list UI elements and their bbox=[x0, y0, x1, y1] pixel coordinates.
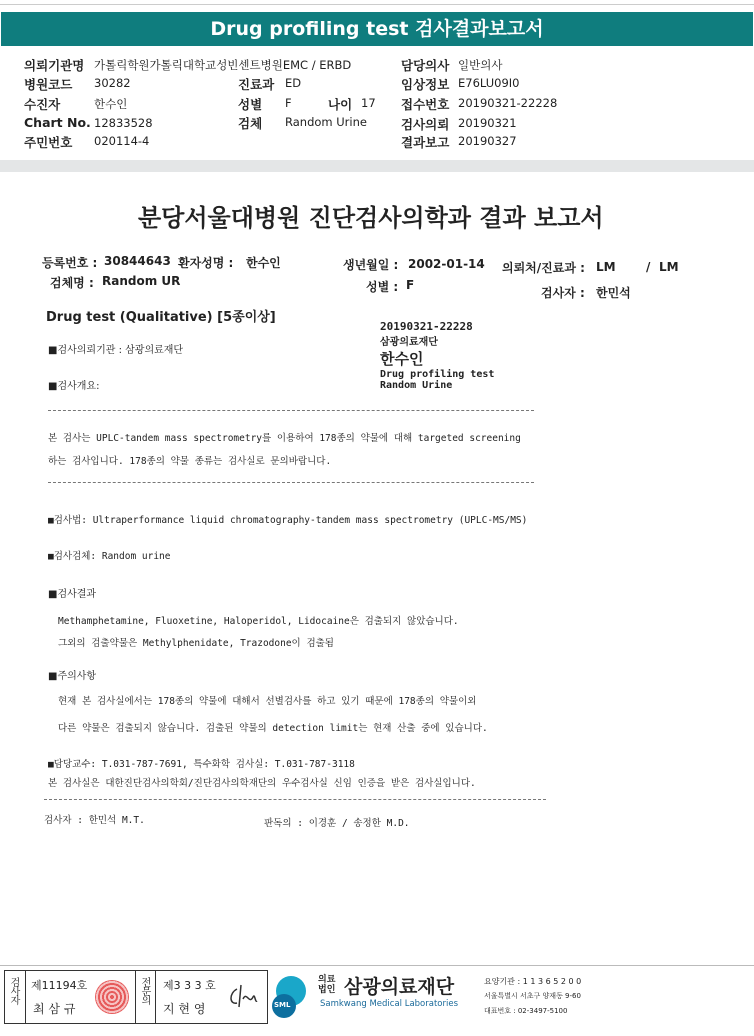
dashed-rule bbox=[48, 410, 534, 411]
doctor-signature-icon bbox=[225, 983, 259, 1011]
sec-specimen: ■검사검체: Random urine bbox=[48, 551, 171, 562]
sex-label: 성별 bbox=[238, 97, 263, 112]
ref-value-2: LM bbox=[659, 260, 679, 274]
department-label: 진료과 bbox=[238, 77, 275, 92]
scan-sex-label: 성별 : bbox=[366, 280, 399, 294]
sign-reader: 판독의 : 이경훈 / 송정한 M.D. bbox=[264, 818, 410, 829]
test-name: Drug test (Qualitative) [5종이상] bbox=[46, 310, 276, 325]
ref-separator: / bbox=[646, 260, 651, 274]
sec-overview: ■검사개요: bbox=[48, 381, 100, 392]
doctor-value: 일반의사 bbox=[458, 58, 503, 72]
tester-name: 최 삼 규 bbox=[33, 1002, 76, 1016]
institution-value: 가톨릭학원가톨릭대학교성빈센트병원EMC / ERBD bbox=[94, 58, 352, 72]
org-kind: 의료법인 bbox=[318, 975, 336, 995]
sticker-receipt: 20190321-22228 bbox=[380, 320, 473, 333]
phone: 대표번호 : 02-3497-5100 bbox=[484, 1007, 568, 1015]
sticker-specimen: Random Urine bbox=[380, 380, 453, 391]
sex-value: F bbox=[285, 96, 292, 110]
contact-line-2: 본 검사실은 대한진단검사의학회/진단검사의학재단의 우수검사실 신임 인증을 받은 검사실입니다. bbox=[48, 778, 476, 789]
ref-value-1: LM bbox=[596, 260, 616, 274]
scan-title: 분당서울대병원 진단검사의학과 결과 보고서 bbox=[138, 204, 604, 232]
clinical-label: 임상정보 bbox=[401, 77, 450, 92]
section-separator bbox=[0, 160, 754, 172]
institution-label: 의뢰기관명 bbox=[24, 58, 85, 73]
request-label: 검사의뢰 bbox=[401, 117, 450, 132]
dashed-rule bbox=[48, 482, 534, 483]
divider bbox=[155, 971, 156, 1023]
scan-sex-value: F bbox=[406, 278, 415, 292]
result-label: 결과보고 bbox=[401, 135, 450, 150]
facility-code: 요양기관 : 1 1 3 6 5 2 0 0 bbox=[484, 977, 582, 986]
hospital-code-value: 30282 bbox=[94, 76, 131, 90]
sec-institution: ■검사의뢰기관 : 삼광의료재단 bbox=[48, 345, 184, 356]
department-value: ED bbox=[285, 76, 302, 90]
result-line-2: 그외의 검출약물은 Methylphenidate, Trazodone이 검출됨 bbox=[58, 638, 334, 649]
tester-title: 검사자 bbox=[8, 977, 19, 1004]
reg-label: 등록번호 : bbox=[42, 256, 98, 270]
hospital-code-label: 병원코드 bbox=[24, 77, 73, 92]
footer bbox=[0, 965, 754, 1036]
sec-method: ■검사법: Ultraperformance liquid chromatography-tandem mass spectrometry (UPLC-MS/MS) bbox=[48, 515, 528, 526]
patient-label: 수진자 bbox=[24, 97, 61, 112]
specimen-value: Random Urine bbox=[285, 115, 367, 129]
specimen-name-value: Random UR bbox=[102, 274, 181, 288]
sec-contact: ■담당교수: T.031-787-7691, 특수화학 검사실: T.031-787-3118 bbox=[48, 759, 355, 770]
signature-box bbox=[4, 970, 268, 1024]
divider bbox=[135, 971, 136, 1023]
receipt-label: 접수번호 bbox=[401, 97, 450, 112]
result-line-1: Methamphetamine, Fluoxetine, Haloperidol, Lidocaine은 검출되지 않았습니다. bbox=[58, 616, 459, 627]
age-value: 17 bbox=[361, 96, 376, 110]
result-value: 20190327 bbox=[458, 134, 517, 148]
sticker-test: Drug profiling test bbox=[380, 369, 495, 380]
scanned-report bbox=[0, 172, 754, 962]
address: 서울특별시 서초구 양재동 9-60 bbox=[484, 992, 581, 1000]
overview-line-1: 본 검사는 UPLC-tandem mass spectrometry를 이용하여 178종의 약물에 대해 targeted screening bbox=[48, 433, 521, 444]
name-value: 한수인 bbox=[246, 256, 281, 270]
sign-tester: 검사자 : 한민석 M.T. bbox=[44, 815, 145, 826]
notice-line-1: 현재 본 검사실에서는 178종의 약물에 대해서 선별검사를 하고 있기 때문에 178종의 약물이외 bbox=[58, 696, 477, 707]
specimen-name-label: 검체명 : bbox=[50, 276, 94, 290]
doctor-title: 전문의 bbox=[139, 977, 150, 1004]
request-value: 20190321 bbox=[458, 116, 517, 130]
age-label: 나이 bbox=[328, 97, 353, 112]
tester-value: 한민석 bbox=[596, 286, 631, 300]
receipt-value: 20190321-22228 bbox=[458, 96, 558, 110]
tester-seal bbox=[95, 980, 129, 1014]
specimen-label: 검체 bbox=[238, 116, 263, 131]
overview-line-2: 하는 검사입니다. 178종의 약물 종류는 검사실로 문의바랍니다. bbox=[48, 456, 332, 467]
sticker-patient: 한수인 bbox=[380, 350, 424, 368]
sticker-org: 삼광의료재단 bbox=[380, 337, 438, 348]
dashed-rule bbox=[44, 799, 546, 800]
sml-logo-icon bbox=[272, 974, 308, 1020]
dob-label: 생년월일 : bbox=[343, 258, 399, 272]
rrn-value: 020114-4 bbox=[94, 134, 150, 148]
report-header bbox=[0, 52, 754, 150]
org-english: Samkwang Medical Laboratories bbox=[320, 999, 459, 1009]
tester-number: 제11194호 bbox=[31, 979, 88, 992]
doctor-label: 담당의사 bbox=[401, 58, 450, 73]
report-title: Drug profiling test 검사결과보고서 bbox=[1, 12, 753, 46]
sec-notice: ■주의사항 bbox=[48, 671, 97, 682]
org-name: 삼광의료재단 bbox=[344, 976, 455, 998]
divider bbox=[25, 971, 26, 1023]
notice-line-2: 다른 약물은 검출되지 않습니다. 검출된 약물의 detection limit는 현재 산출 중에 있습니다. bbox=[58, 723, 488, 734]
specimen-label-sticker bbox=[380, 320, 532, 391]
tester-label: 검사자 : bbox=[541, 286, 585, 300]
chart-label: Chart No. bbox=[24, 115, 91, 130]
clinical-value: E76LU09I0 bbox=[458, 76, 520, 90]
doctor-name: 지 현 영 bbox=[163, 1002, 206, 1016]
reg-value: 30844643 bbox=[104, 254, 171, 268]
dob-value: 2002-01-14 bbox=[408, 257, 485, 271]
chart-value: 12833528 bbox=[94, 116, 153, 130]
top-border bbox=[0, 0, 754, 5]
logo-badge-text: SML bbox=[274, 1001, 291, 1009]
doctor-number: 제3 3 3 호 bbox=[163, 979, 216, 992]
name-label: 환자성명 : bbox=[178, 256, 234, 270]
patient-value: 한수인 bbox=[94, 97, 128, 111]
ref-label: 의뢰처/진료과 : bbox=[502, 261, 585, 275]
sec-result: ■검사결과 bbox=[48, 589, 97, 600]
rrn-label: 주민번호 bbox=[24, 135, 73, 150]
